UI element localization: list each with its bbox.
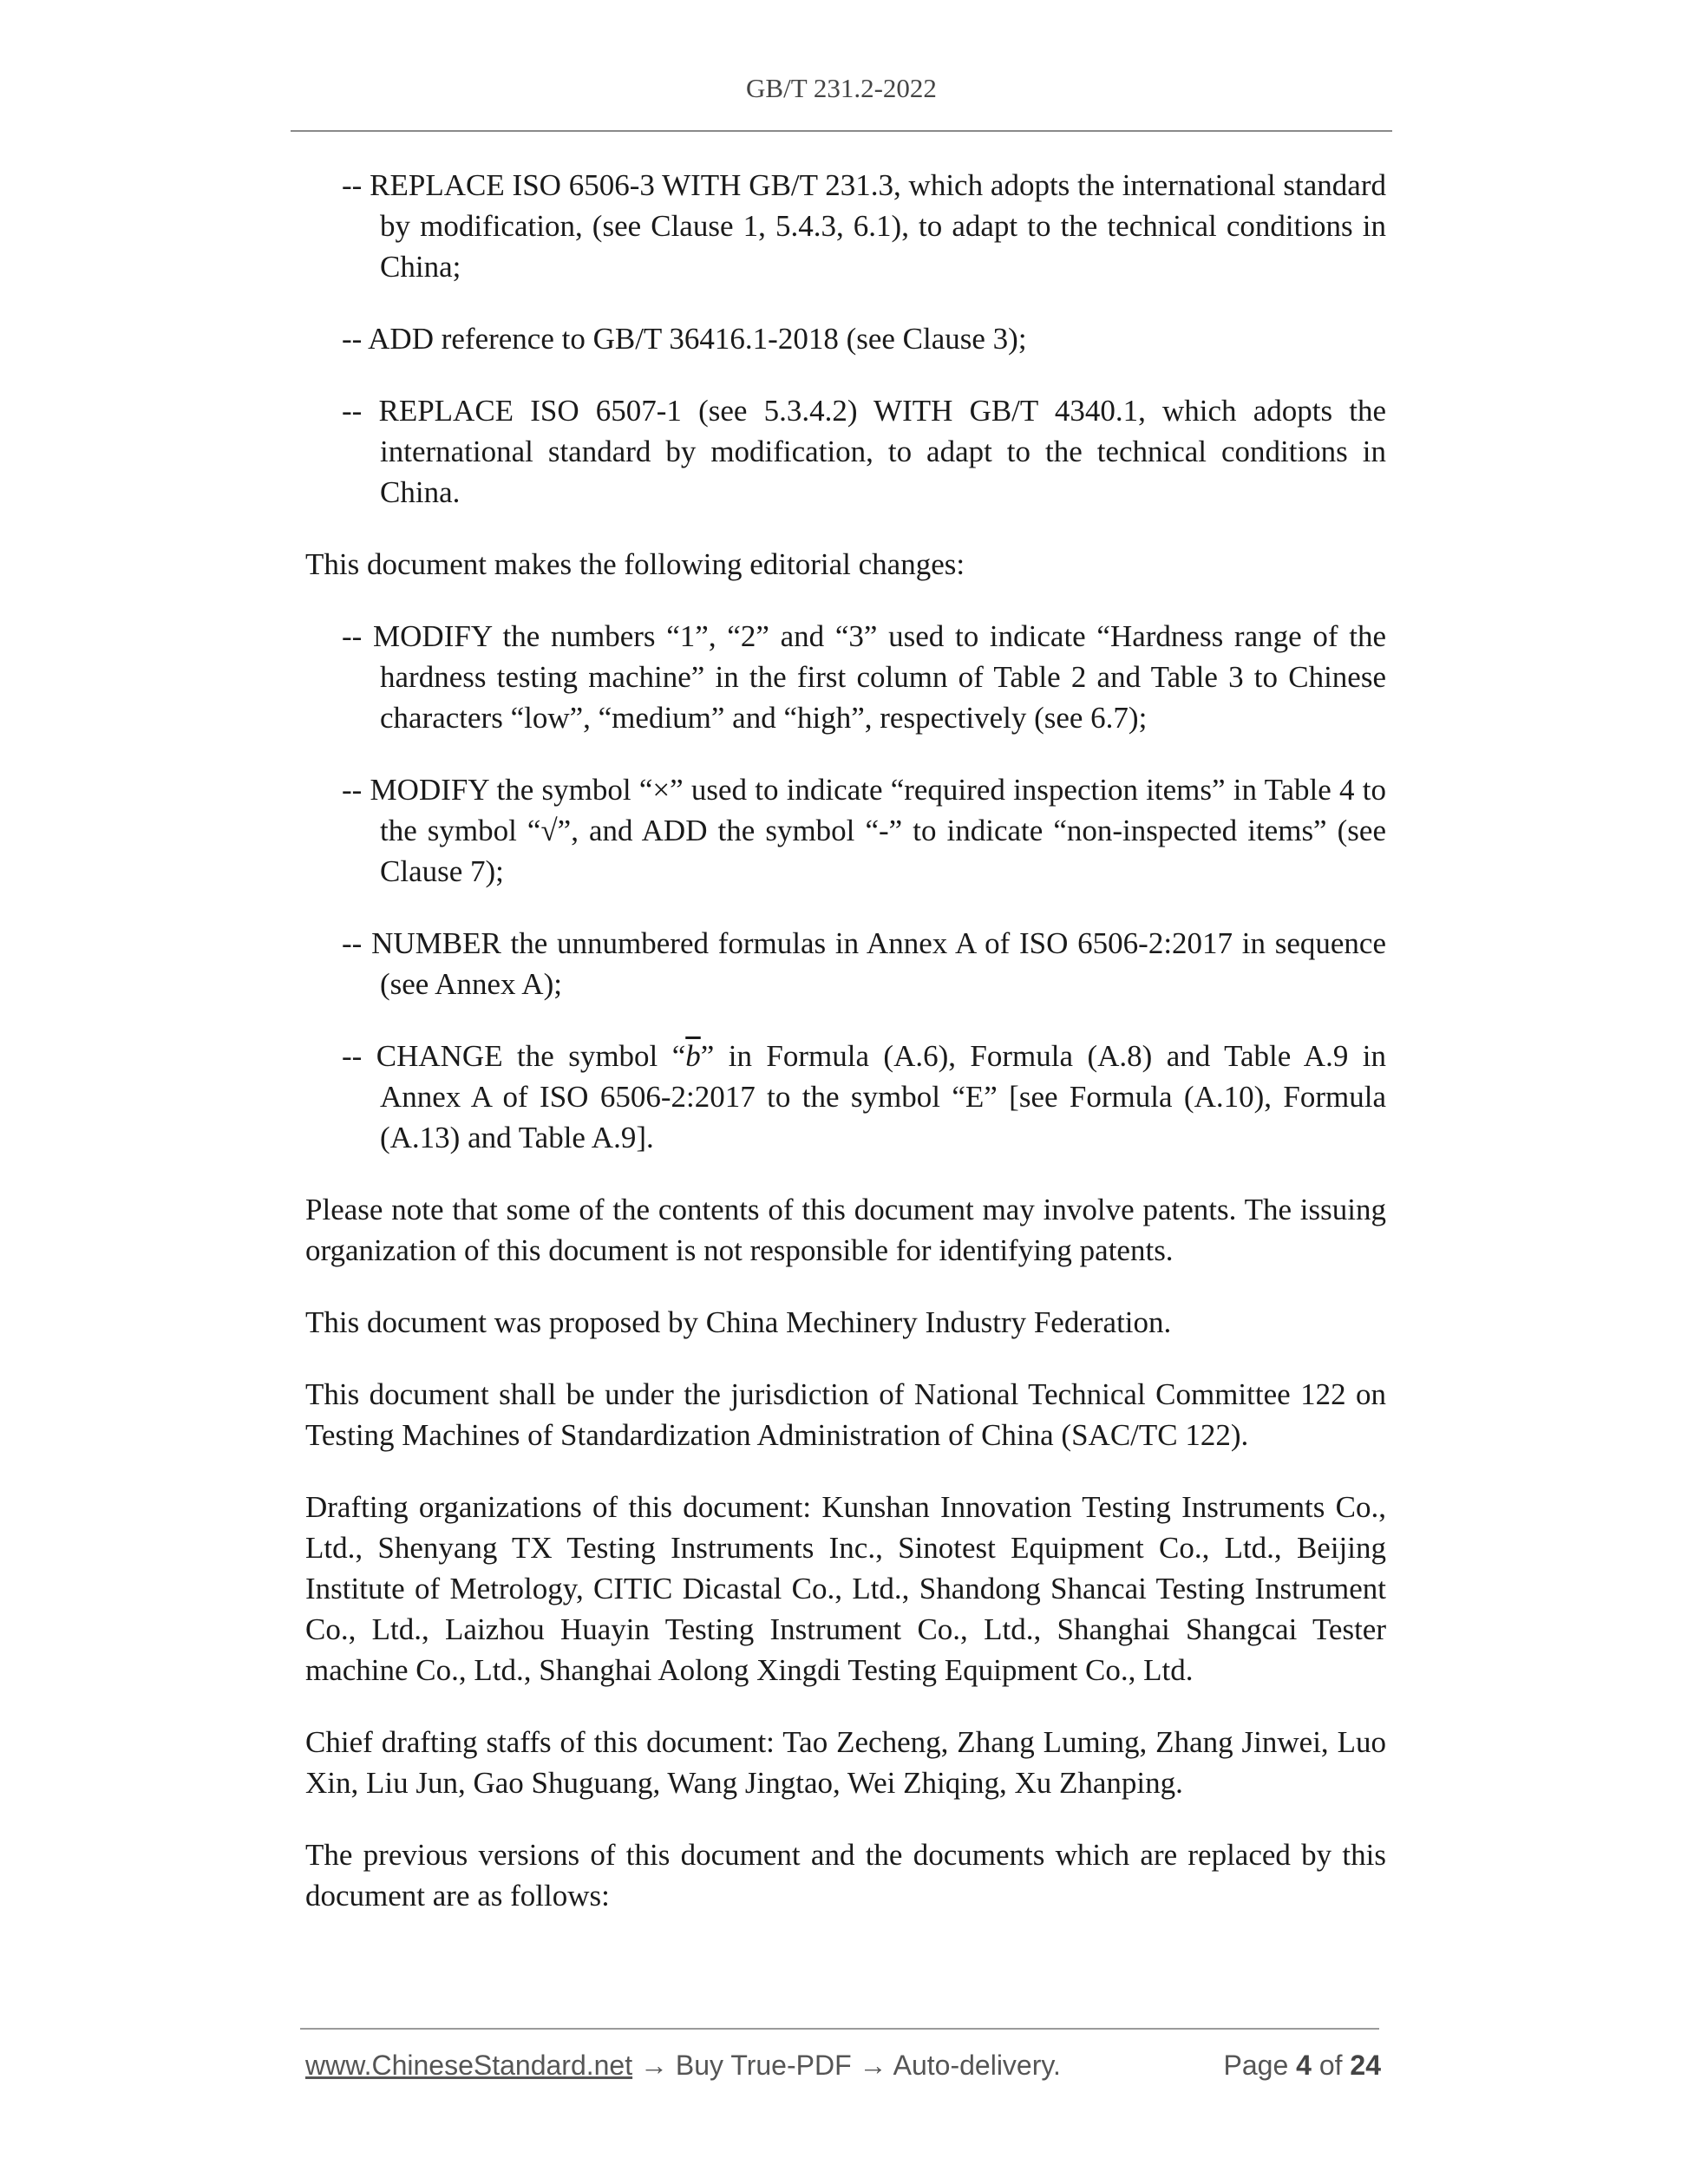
bullet-dash: -- <box>342 394 379 428</box>
bullet-dash: -- <box>342 619 374 653</box>
patent-notice: Please note that some of the contents of this document may involve patents. The issuing organization of this document is not responsible for identifying patents. <box>305 1193 1386 1267</box>
footer-divider <box>300 2028 1379 2030</box>
change-item-text: ADD reference to GB/T 36416.1-2018 (see Clause 3); <box>368 322 1027 356</box>
bullet-dash: -- <box>342 926 372 960</box>
change-list-item <box>342 165 1386 287</box>
website-link[interactable]: www.ChineseStandard.net <box>305 2050 633 2081</box>
change-symbol-text-before: CHANGE the symbol “ <box>376 1039 686 1073</box>
change-item-text: REPLACE ISO 6507-1 (see 5.3.4.2) WITH GB/T 4340.1, which adopts the international standard by modification, to adapt to the technical conditions in China. <box>378 394 1386 509</box>
document-body <box>305 165 1386 1947</box>
editorial-item-text: NUMBER the unnumbered formulas in Annex A of ISO 6506-2:2017 in sequence (see Annex A); <box>371 926 1387 1001</box>
document-id: GB/T 231.2-2022 <box>746 73 937 103</box>
previous-versions-intro: The previous versions of this document and the documents which are replaced by this document are as follows: <box>305 1838 1386 1913</box>
of-label: of <box>1318 2050 1343 2081</box>
chief-drafters: Chief drafting staffs of this document: Tao Zecheng, Zhang Luming, Zhang Jinwei, Luo Xin, Liu Jun, Gao Shuguang, Wang Jingtao, Wei Zhiqing, Xu Zhanping. <box>305 1725 1386 1800</box>
page-header <box>291 73 1392 104</box>
footer-promo-text: → Buy True-PDF → Auto-delivery. <box>632 2050 1061 2081</box>
jurisdiction-statement: This document shall be under the jurisdiction of National Technical Committee 122 on Testing Machines of Standardization Administration of China (SAC/TC 122). <box>305 1377 1386 1452</box>
page-indicator <box>1224 2050 1381 2082</box>
bullet-dash: -- <box>342 322 369 356</box>
page-number: 4 <box>1296 2050 1312 2081</box>
editorial-item-text: MODIFY the numbers “1”, “2” and “3” used to indicate “Hardness range of the hardness testing machine” in the first column of Table 2 and Table 3 to Chinese characters “low”, “medium” and “high”, respectively (see 6.7); <box>373 619 1386 735</box>
editorial-list-item <box>342 1036 1386 1158</box>
editorial-item-text: MODIFY the symbol “×” used to indicate “required inspection items” in Table 4 to the symbol “√”, and ADD the symbol “-” to indicate “non-inspected items” (see Clause 7); <box>370 773 1386 888</box>
page-label: Page <box>1223 2050 1289 2081</box>
header-divider <box>291 130 1392 132</box>
proposer-statement: This document was proposed by China Mechinery Industry Federation. <box>305 1305 1172 1339</box>
editorial-list-item <box>342 923 1386 1004</box>
editorial-list-item <box>342 616 1386 738</box>
page-total: 24 <box>1350 2050 1381 2081</box>
bullet-dash: -- <box>342 1039 376 1073</box>
bullet-dash: -- <box>342 168 370 202</box>
footer-promo <box>305 2050 1061 2082</box>
change-list-item <box>342 390 1386 513</box>
b-bar-symbol: $\overline{b}$ <box>685 1039 701 1073</box>
editorial-list-item <box>342 769 1386 892</box>
change-list-item <box>342 318 1386 359</box>
bullet-dash: -- <box>342 773 370 807</box>
change-symbol-text-after: ” in Formula (A.6), Formula (A.8) and Table A.9 in Annex A of ISO 6506-2:2017 to the symbol “E” [see Formula (A.10), Formula (A.13) and Table A.9]. <box>380 1039 1386 1154</box>
editorial-intro: This document makes the following editorial changes: <box>305 547 965 581</box>
change-item-text: REPLACE ISO 6506-3 WITH GB/T 231.3, which adopts the international standard by modification, (see Clause 1, 5.4.3, 6.1), to adapt to the technical conditions in China; <box>370 168 1386 284</box>
drafting-organizations: Drafting organizations of this document: Kunshan Innovation Testing Instruments Co., Ltd., Shenyang TX Testing Instruments Inc., Sinotest Equipment Co., Ltd., Beijing Institute of Metrology, CITIC Dicastal Co., Ltd., Shandong Shancai Testing Instrument Co., Ltd., Laizhou Huayin Testing Instrument Co., Ltd., Shanghai Shangcai Tester machine Co., Ltd., Shanghai Aolong Xingdi Testing Equipment Co., Ltd. <box>305 1490 1386 1687</box>
